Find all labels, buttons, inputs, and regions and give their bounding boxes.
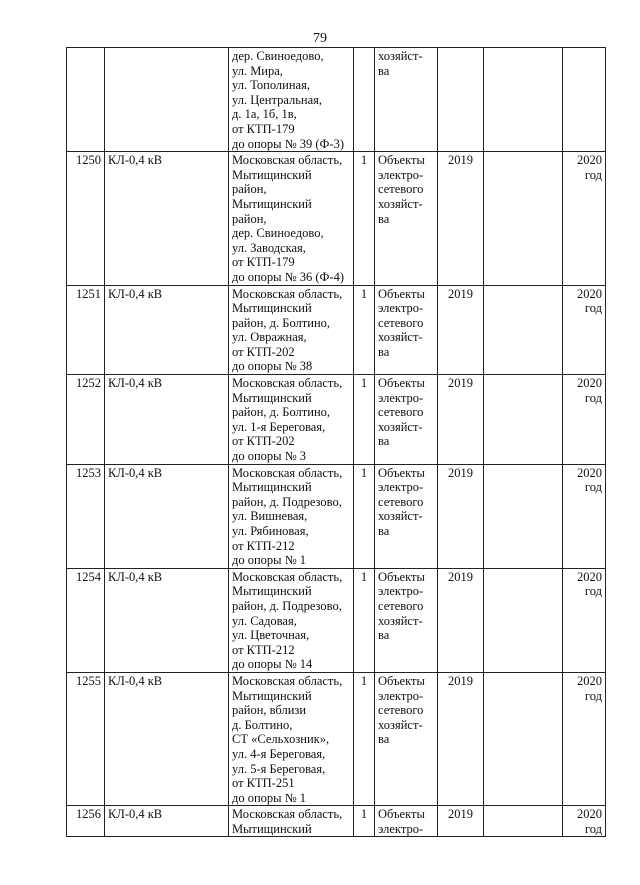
object-type-line: Объекты <box>378 465 425 480</box>
object-address-line: Мытищинский <box>232 301 312 316</box>
object-address-line: ул. Вишневая, <box>232 509 308 524</box>
object-type <box>375 464 438 568</box>
deadline-line: 2020 <box>577 807 602 822</box>
object-name: КЛ-0,4 кВ <box>105 568 229 672</box>
object-address-line: от КТП-179 <box>232 255 295 270</box>
object-type-line: Объекты <box>378 376 425 391</box>
object-type-line: сетевого <box>378 703 424 718</box>
object-type <box>375 152 438 285</box>
object-quantity: 1 <box>354 568 375 672</box>
object-year: 2019 <box>438 285 484 375</box>
object-type-line: электро- <box>378 480 424 495</box>
object-type-line: сетевого <box>378 598 424 613</box>
object-type-line: сетевого <box>378 405 424 420</box>
object-address-line: до опоры № 36 (Ф-4) <box>232 269 344 284</box>
table-row <box>67 806 606 837</box>
deadline-line: 2020 <box>577 153 602 168</box>
object-address <box>229 48 354 152</box>
empty-cell <box>484 48 563 152</box>
object-name <box>105 48 229 152</box>
object-address <box>229 464 354 568</box>
object-type-line: сетевого <box>378 494 424 509</box>
object-year: 2019 <box>438 806 484 837</box>
object-address-line: ул. Центральная, <box>232 92 323 107</box>
object-address-line: ул. Заводская, <box>232 240 306 255</box>
object-address <box>229 806 354 837</box>
object-address-line: Мытищинский <box>232 480 312 495</box>
object-type-line: хозяйст- <box>378 330 423 345</box>
object-address-line: от КТП-212 <box>232 642 295 657</box>
registry-table <box>66 47 606 837</box>
object-address <box>229 152 354 285</box>
deadline <box>563 568 606 672</box>
object-name: КЛ-0,4 кВ <box>105 152 229 285</box>
object-address-line: Мытищинский <box>232 688 312 703</box>
deadline <box>563 464 606 568</box>
object-name: КЛ-0,4 кВ <box>105 285 229 375</box>
object-address-line: ул. Рябиновая, <box>232 524 309 538</box>
object-type <box>375 568 438 672</box>
object-type-line: ва <box>378 344 390 359</box>
object-address-line: от КТП-212 <box>232 538 295 553</box>
object-name: КЛ-0,4 кВ <box>105 806 229 837</box>
empty-cell <box>484 568 563 672</box>
deadline <box>563 48 606 152</box>
deadline <box>563 672 606 805</box>
object-type-line: хозяйст- <box>378 613 423 628</box>
object-address-line: район, д. Болтино, <box>232 405 331 420</box>
deadline <box>563 152 606 285</box>
empty-cell <box>484 806 563 837</box>
deadline <box>563 806 606 837</box>
object-type-line: Объекты <box>378 286 425 301</box>
object-year: 2019 <box>438 568 484 672</box>
deadline-line: 2020 <box>577 673 602 688</box>
row-number: 1251 <box>67 285 105 375</box>
object-address-line: от КТП-251 <box>232 776 295 791</box>
object-address <box>229 375 354 465</box>
object-address-line: от КТП-179 <box>232 121 295 136</box>
object-type-line: Объекты <box>378 807 425 822</box>
row-number: 1250 <box>67 152 105 285</box>
deadline <box>563 375 606 465</box>
object-address-line: Мытищинский <box>232 821 312 836</box>
object-quantity: 1 <box>354 285 375 375</box>
deadline-line: год <box>584 480 602 495</box>
object-address-line: район, вблизи <box>232 703 307 718</box>
deadline-line: год <box>584 688 602 703</box>
row-number: 1254 <box>67 568 105 672</box>
object-address <box>229 568 354 672</box>
object-address-line: д. 1а, 1б, 1в, <box>232 107 297 122</box>
object-type-line: ва <box>378 211 390 226</box>
deadline-line: 2020 <box>577 465 602 480</box>
object-address-line: Московская область, <box>232 153 343 168</box>
table-row <box>67 375 606 465</box>
object-type-line: ва <box>378 628 390 643</box>
object-type-line: хозяйст- <box>378 509 423 524</box>
object-type <box>375 48 438 152</box>
object-quantity: 1 <box>354 464 375 568</box>
object-address-line: ул. 5-я Береговая, <box>232 761 326 776</box>
object-address <box>229 285 354 375</box>
object-type-line: электро- <box>378 584 424 599</box>
object-type-line: Объекты <box>378 153 425 168</box>
object-address-line: дер. Свиноедово, <box>232 226 324 241</box>
empty-cell <box>484 672 563 805</box>
object-type-line: хозяйст- <box>378 196 423 211</box>
object-address-line: до опоры № 1 <box>232 553 306 568</box>
object-address-line: ул. Овражная, <box>232 330 307 345</box>
object-address-line: Московская область, <box>232 376 343 391</box>
object-address-line: до опоры № 1 <box>232 790 306 805</box>
deadline-line: год <box>584 390 602 405</box>
object-address-line: до опоры № 39 (Ф-3) <box>232 136 344 151</box>
object-type-line: ва <box>378 434 390 449</box>
object-type <box>375 806 438 837</box>
table-row <box>67 48 606 152</box>
object-name: КЛ-0,4 кВ <box>105 375 229 465</box>
object-type-line: сетевого <box>378 315 424 330</box>
row-number: 1255 <box>67 672 105 805</box>
object-address-line: район, д. Подрезово, <box>232 598 342 613</box>
object-address-line: до опоры № 14 <box>232 657 313 672</box>
object-address-line: Московская область, <box>232 673 343 688</box>
deadline-line: 2020 <box>577 286 602 301</box>
empty-cell <box>484 375 563 465</box>
object-address <box>229 672 354 805</box>
object-address-line: СТ «Сельхозник», <box>232 732 330 747</box>
deadline-line: 2020 <box>577 569 602 584</box>
object-type-line: ва <box>378 63 390 78</box>
table-row <box>67 464 606 568</box>
object-year: 2019 <box>438 152 484 285</box>
object-type-line: ва <box>378 524 390 538</box>
object-name: КЛ-0,4 кВ <box>105 672 229 805</box>
row-number: 1252 <box>67 375 105 465</box>
object-type-line: Объекты <box>378 569 425 584</box>
table-row <box>67 285 606 375</box>
object-address-line: ул. Мира, <box>232 63 283 78</box>
object-type-line: хозяйст- <box>378 717 423 732</box>
object-year <box>438 48 484 152</box>
object-address-line: ул. Садовая, <box>232 613 297 628</box>
object-address-line: район, д. Подрезово, <box>232 494 342 509</box>
empty-cell <box>484 152 563 285</box>
object-type-line: электро- <box>378 167 424 182</box>
object-type <box>375 375 438 465</box>
page-number: 79 <box>313 31 327 46</box>
object-address-line: Московская область, <box>232 465 343 480</box>
object-type-line: Объекты <box>378 673 425 688</box>
object-address-line: Мытищинский <box>232 584 312 599</box>
object-address-line: район, <box>232 211 267 226</box>
object-type-line: электро- <box>378 688 424 703</box>
object-type-line: электро- <box>378 390 424 405</box>
object-type-line: хозяйст- <box>378 419 423 434</box>
table-row <box>67 672 606 805</box>
object-quantity: 1 <box>354 375 375 465</box>
deadline-line: год <box>584 167 602 182</box>
object-type-line: сетевого <box>378 182 424 197</box>
object-address-line: район, <box>232 182 267 197</box>
object-address-line: район, д. Болтино, <box>232 315 331 330</box>
object-address-line: дер. Свиноедово, <box>232 49 324 63</box>
row-number: 1256 <box>67 806 105 837</box>
object-name: КЛ-0,4 кВ <box>105 464 229 568</box>
deadline-line: год <box>584 584 602 599</box>
object-type-line: электро- <box>378 821 424 836</box>
object-type-line: электро- <box>378 301 424 316</box>
registry-table-body <box>67 48 606 837</box>
object-address-line: от КТП-202 <box>232 434 295 449</box>
object-type <box>375 672 438 805</box>
row-number: 1253 <box>67 464 105 568</box>
table-row <box>67 152 606 285</box>
row-number <box>67 48 105 152</box>
object-type <box>375 285 438 375</box>
object-address-line: от КТП-202 <box>232 344 295 359</box>
object-address-line: до опоры № 38 <box>232 359 313 374</box>
object-address-line: Мытищинский <box>232 196 312 211</box>
object-quantity: 1 <box>354 672 375 805</box>
deadline <box>563 285 606 375</box>
deadline-line: 2020 <box>577 376 602 391</box>
object-address-line: ул. Цветочная, <box>232 628 310 643</box>
deadline-line: год <box>584 821 602 836</box>
object-quantity: 1 <box>354 152 375 285</box>
empty-cell <box>484 285 563 375</box>
table-row <box>67 568 606 672</box>
object-year: 2019 <box>438 464 484 568</box>
object-address-line: Московская область, <box>232 286 343 301</box>
object-address-line: Мытищинский <box>232 167 312 182</box>
object-quantity: 1 <box>354 806 375 837</box>
object-type-line: хозяйст- <box>378 49 423 63</box>
object-address-line: до опоры № 3 <box>232 449 306 464</box>
object-address-line: Московская область, <box>232 569 343 584</box>
object-address-line: Мытищинский <box>232 390 312 405</box>
object-year: 2019 <box>438 672 484 805</box>
object-address-line: д. Болтино, <box>232 717 293 732</box>
object-quantity <box>354 48 375 152</box>
object-address-line: ул. 1-я Береговая, <box>232 419 326 434</box>
object-address-line: ул. Тополиная, <box>232 78 310 93</box>
empty-cell <box>484 464 563 568</box>
object-type-line: ва <box>378 732 390 747</box>
object-year: 2019 <box>438 375 484 465</box>
deadline-line: год <box>584 301 602 316</box>
object-address-line: ул. 4-я Береговая, <box>232 746 326 761</box>
object-address-line: Московская область, <box>232 807 343 822</box>
